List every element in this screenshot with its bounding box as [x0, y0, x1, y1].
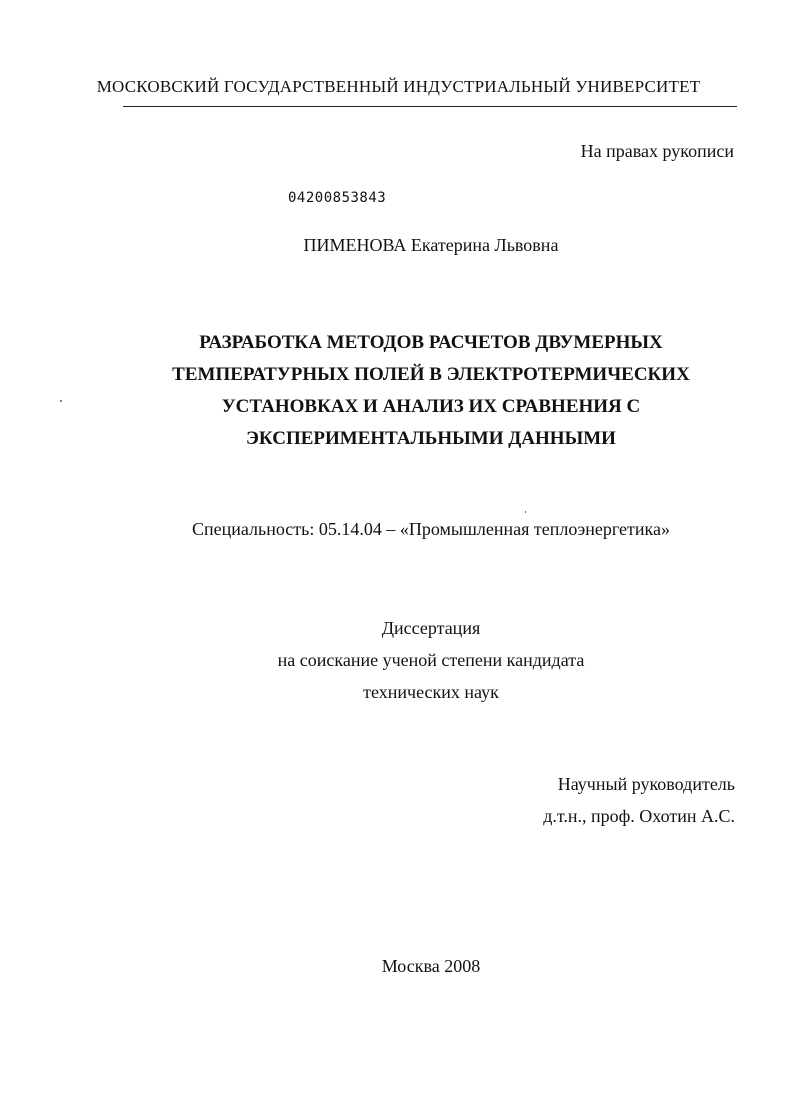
city-year: Москва 2008 [381, 956, 481, 976]
dissertation-degree [0, 612, 797, 708]
dissertation-line: Диссертация [381, 618, 481, 638]
registration-code: 04200853843 [288, 190, 387, 206]
field-line: технических наук [363, 682, 499, 702]
title-line: РАЗРАБОТКА МЕТОДОВ РАСЧЕТОВ ДВУМЕРНЫХ [199, 332, 663, 353]
title-line: ТЕМПЕРАТУРНЫХ ПОЛЕЙ В ЭЛЕКТРОТЕРМИЧЕСКИХ [172, 364, 690, 385]
scan-speck [60, 400, 62, 402]
header-divider [123, 106, 737, 107]
supervisor-block [543, 768, 735, 832]
rights-note: На правах рукописи [580, 141, 734, 161]
scan-speck [525, 511, 526, 513]
dissertation-title [0, 327, 797, 455]
title-line: ЭКСПЕРИМЕНТАЛЬНЫМИ ДАННЫМИ [246, 428, 616, 449]
supervisor-label: Научный руководитель [557, 774, 735, 794]
degree-line: на соискание ученой степени кандидата [277, 650, 585, 670]
author-name: ПИМЕНОВА Екатерина Львовна [303, 235, 559, 255]
university-name: МОСКОВСКИЙ ГОСУДАРСТВЕННЫЙ ИНДУСТРИАЛЬНЫЙ УНИВЕРСИТЕТ [96, 77, 701, 96]
specialty: Специальность: 05.14.04 – «Промышленная теплоэнергетика» [191, 519, 671, 539]
title-line: УСТАНОВКАХ И АНАЛИЗ ИХ СРАВНЕНИЯ С [221, 396, 641, 417]
supervisor-name: д.т.н., проф. Охотин А.С. [543, 806, 735, 826]
